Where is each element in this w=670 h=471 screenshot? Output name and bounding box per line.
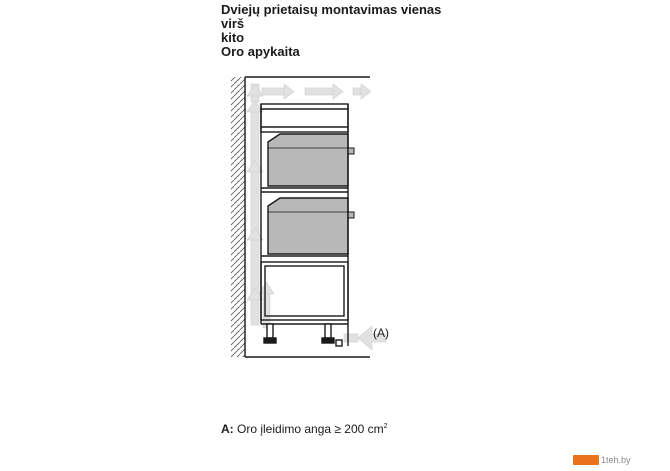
lower-appliance [261, 198, 354, 256]
watermark-logo-icon [573, 455, 599, 465]
heading-line-2: kito [221, 30, 245, 45]
legend-text: Oro įleidimo anga ≥ 200 cm [233, 422, 384, 436]
watermark-text: 1teh.by [601, 455, 631, 465]
heading-line-3: Oro apykaita [221, 44, 300, 59]
cabinet-legs [261, 324, 348, 346]
legend-note [221, 422, 388, 436]
air-inlet-callout: (A) [373, 326, 389, 340]
heading-line-1: Dviejų prietaisų montavimas vienas virš [221, 2, 442, 31]
legend-key: A: [221, 422, 234, 436]
bottom-compartment [261, 262, 348, 320]
legend-superscript: 2 [383, 423, 388, 430]
watermark [573, 453, 631, 467]
upper-appliance [261, 134, 354, 192]
top-compartment [261, 104, 348, 132]
